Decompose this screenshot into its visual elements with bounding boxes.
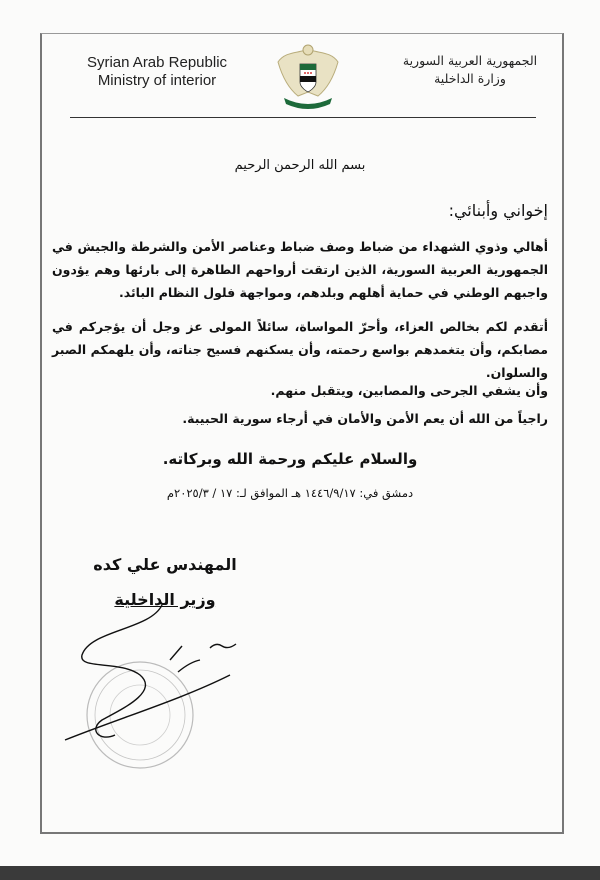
basmala: بسم الله الرحمن الرحيم xyxy=(234,158,366,173)
closing-salutation: والسلام عليكم ورحمة الله وبركاته. xyxy=(162,450,418,468)
greeting: إخواني وأبنائي: xyxy=(448,201,548,220)
signatory-title: وزير الداخلية xyxy=(114,590,216,609)
header-ministry-en: Ministry of interior xyxy=(97,72,217,89)
header-divider xyxy=(70,117,536,118)
letter-date: دمشق في: ١٤٤٦/٩/١٧ هـ الموافق لـ: ١٧ / ٢٠٢٥/٣م xyxy=(166,486,414,500)
header-country-ar: الجمهورية العربية السورية xyxy=(402,53,538,68)
signatory-name: المهندس علي كده xyxy=(93,555,237,574)
english-header xyxy=(82,54,232,90)
header-ministry-ar: وزارة الداخلية xyxy=(434,71,506,86)
line-wounded: وأن يشفي الجرحى والمصابين، ويتقبل منهم. xyxy=(270,383,548,398)
signature-icon xyxy=(65,605,236,740)
syrian-eagle-emblem-icon xyxy=(272,40,344,112)
header-country-en: Syrian Arab Republic xyxy=(86,54,228,71)
paragraph-condolences: أتقدم لكم بخالص العزاء، وأحرّ المواساة، سائلاً المولى عز وجل أن يؤجركم في مصابكم، وأن يتغمدهم بواسع رحمته، وأن يسكنهم فسيح جناته، وأن يلهمكم الصبر والسلوان. xyxy=(52,319,548,380)
line-hope: راجياً من الله أن يعم الأمن والأمان في أرجاء سورية الحبيبة. xyxy=(182,411,548,426)
arabic-header xyxy=(395,52,545,88)
paragraph-condolence-recipients: أهالي وذوي الشهداء من ضباط وصف ضباط وعناصر الأمن والشرطة والجيش في الجمهورية العربية السورية، الذين ارتقت أرواحهم الطاهرة إلى بارئها وهم يؤدون واجبهم الوطني في حماية أهلهم وبلدهم، ومواجهة فلول النظام البائد. xyxy=(52,239,548,300)
signature-and-stamp xyxy=(60,600,280,790)
ministry-stamp-icon xyxy=(87,662,193,768)
